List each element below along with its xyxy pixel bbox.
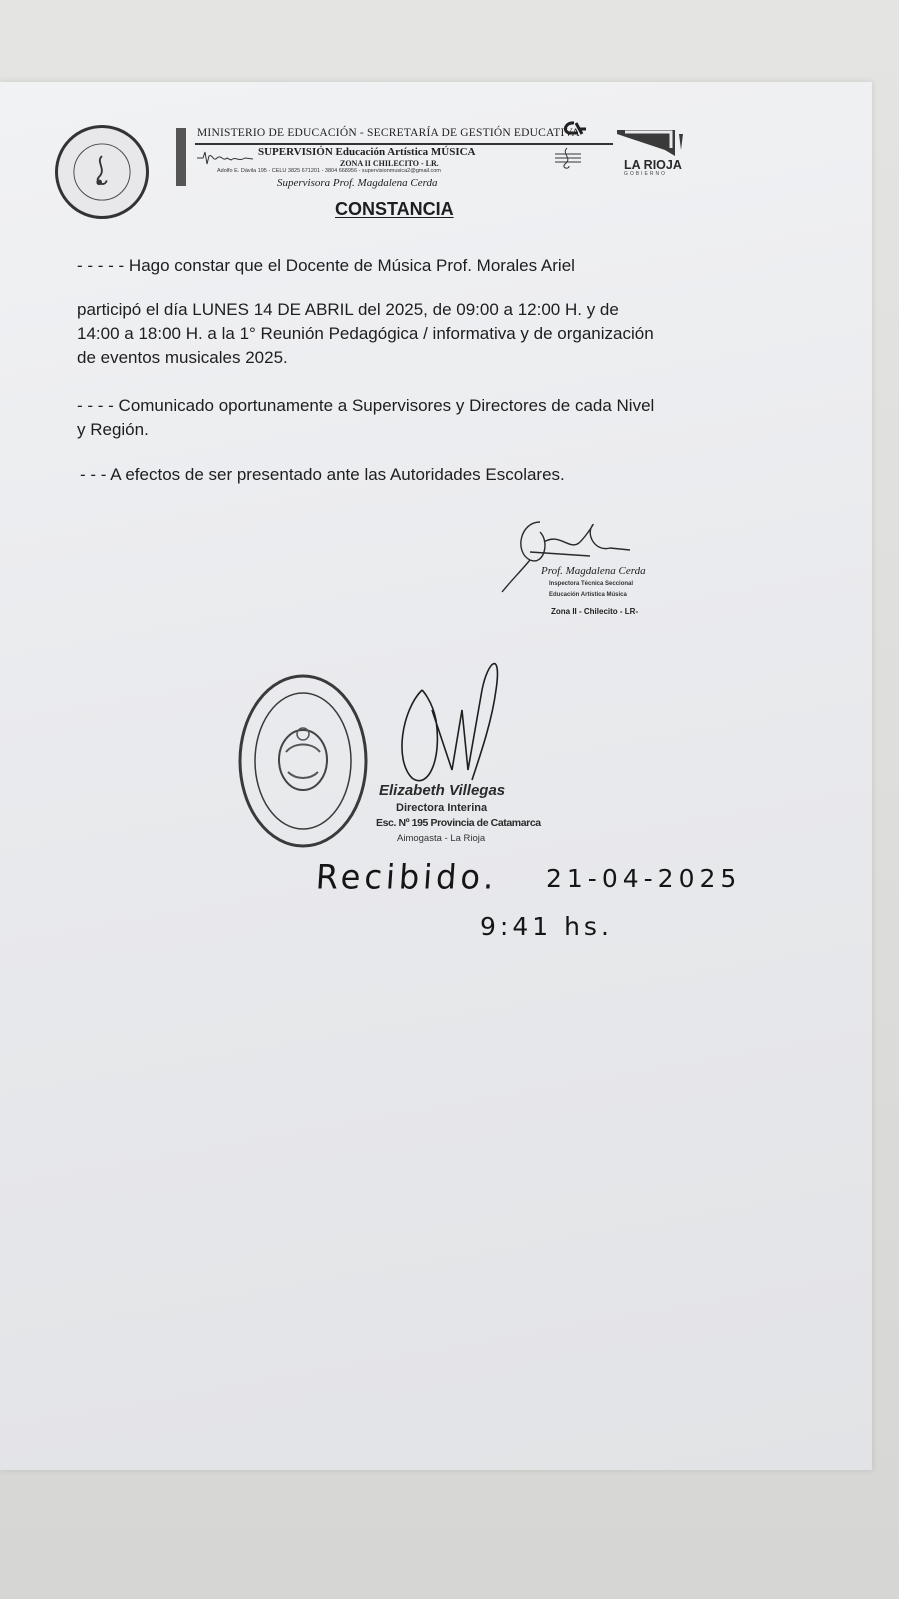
header-rule <box>195 143 613 145</box>
music-scribble-icon <box>195 148 255 168</box>
signature-2-icon <box>392 650 512 790</box>
paragraph-line: - - - - - Hago constar que el Docente de Música Prof. Morales Ariel <box>77 256 575 275</box>
zone-line: ZONA II CHILECITO - LR. <box>340 159 439 168</box>
supervision-seal <box>55 125 149 219</box>
signature-1-name: Prof. Magdalena Cerda <box>541 565 646 577</box>
signature-1-role: Educación Artística Música <box>549 592 627 598</box>
gobierno-wordmark: GOBIERNO <box>624 171 667 177</box>
paragraph-line: y Región. <box>77 420 149 439</box>
signature-2-place: Aimogasta - La Rioja <box>397 833 486 844</box>
treble-clef-icon <box>551 146 585 170</box>
paragraph-line: 14:00 a 18:00 H. a la 1° Reunión Pedagógica / informativa y de organización <box>77 324 654 343</box>
paragraph-line: de eventos musicales 2025. <box>77 348 288 367</box>
header-bar <box>176 128 186 186</box>
signature-2-school: Esc. Nº 195 Provincia de Catamarca <box>376 817 541 829</box>
ca-logo-icon <box>560 120 590 140</box>
supervision-line: SUPERVISIÓN Educación Artística MÚSICA <box>258 146 476 158</box>
handwritten-date: 21-04-2025 <box>546 864 742 893</box>
la-rioja-wordmark: LA RIOJA <box>624 158 682 172</box>
paragraph-line: - - - A efectos de ser presentado ante las Autoridades Escolares. <box>80 465 565 484</box>
contact-line: Adolfo E. Dávila 195 - CELU 3825 671201 - 3804 668956 - supervisionmusica2@gmail.com <box>217 168 441 174</box>
signature-1-role: Inspectora Técnica Seccional <box>549 581 634 587</box>
document-title: CONSTANCIA <box>335 199 454 219</box>
ministry-line: MINISTERIO DE EDUCACIÓN - SECRETARÍA DE GESTIÓN EDUCATIVA <box>197 127 581 139</box>
supervisor-line: Supervisora Prof. Magdalena Cerda <box>277 177 438 189</box>
signature-1-icon <box>500 512 640 602</box>
paragraph-line: - - - - Comunicado oportunamente a Supervisores y Directores de cada Nivel <box>77 396 655 415</box>
paragraph-line: participó el día LUNES 14 DE ABRIL del 2025, de 09:00 a 12:00 H. y de <box>77 300 619 319</box>
handwritten-received: Recibido. <box>314 857 500 897</box>
school-stamp <box>236 672 370 850</box>
signature-1-zone: Zona II - Chilecito - LR- <box>551 607 639 616</box>
handwritten-time: 9:41 hs. <box>480 912 613 941</box>
signature-2-name: Elizabeth Villegas <box>379 782 506 799</box>
signature-2-role: Directora Interina <box>396 802 488 814</box>
